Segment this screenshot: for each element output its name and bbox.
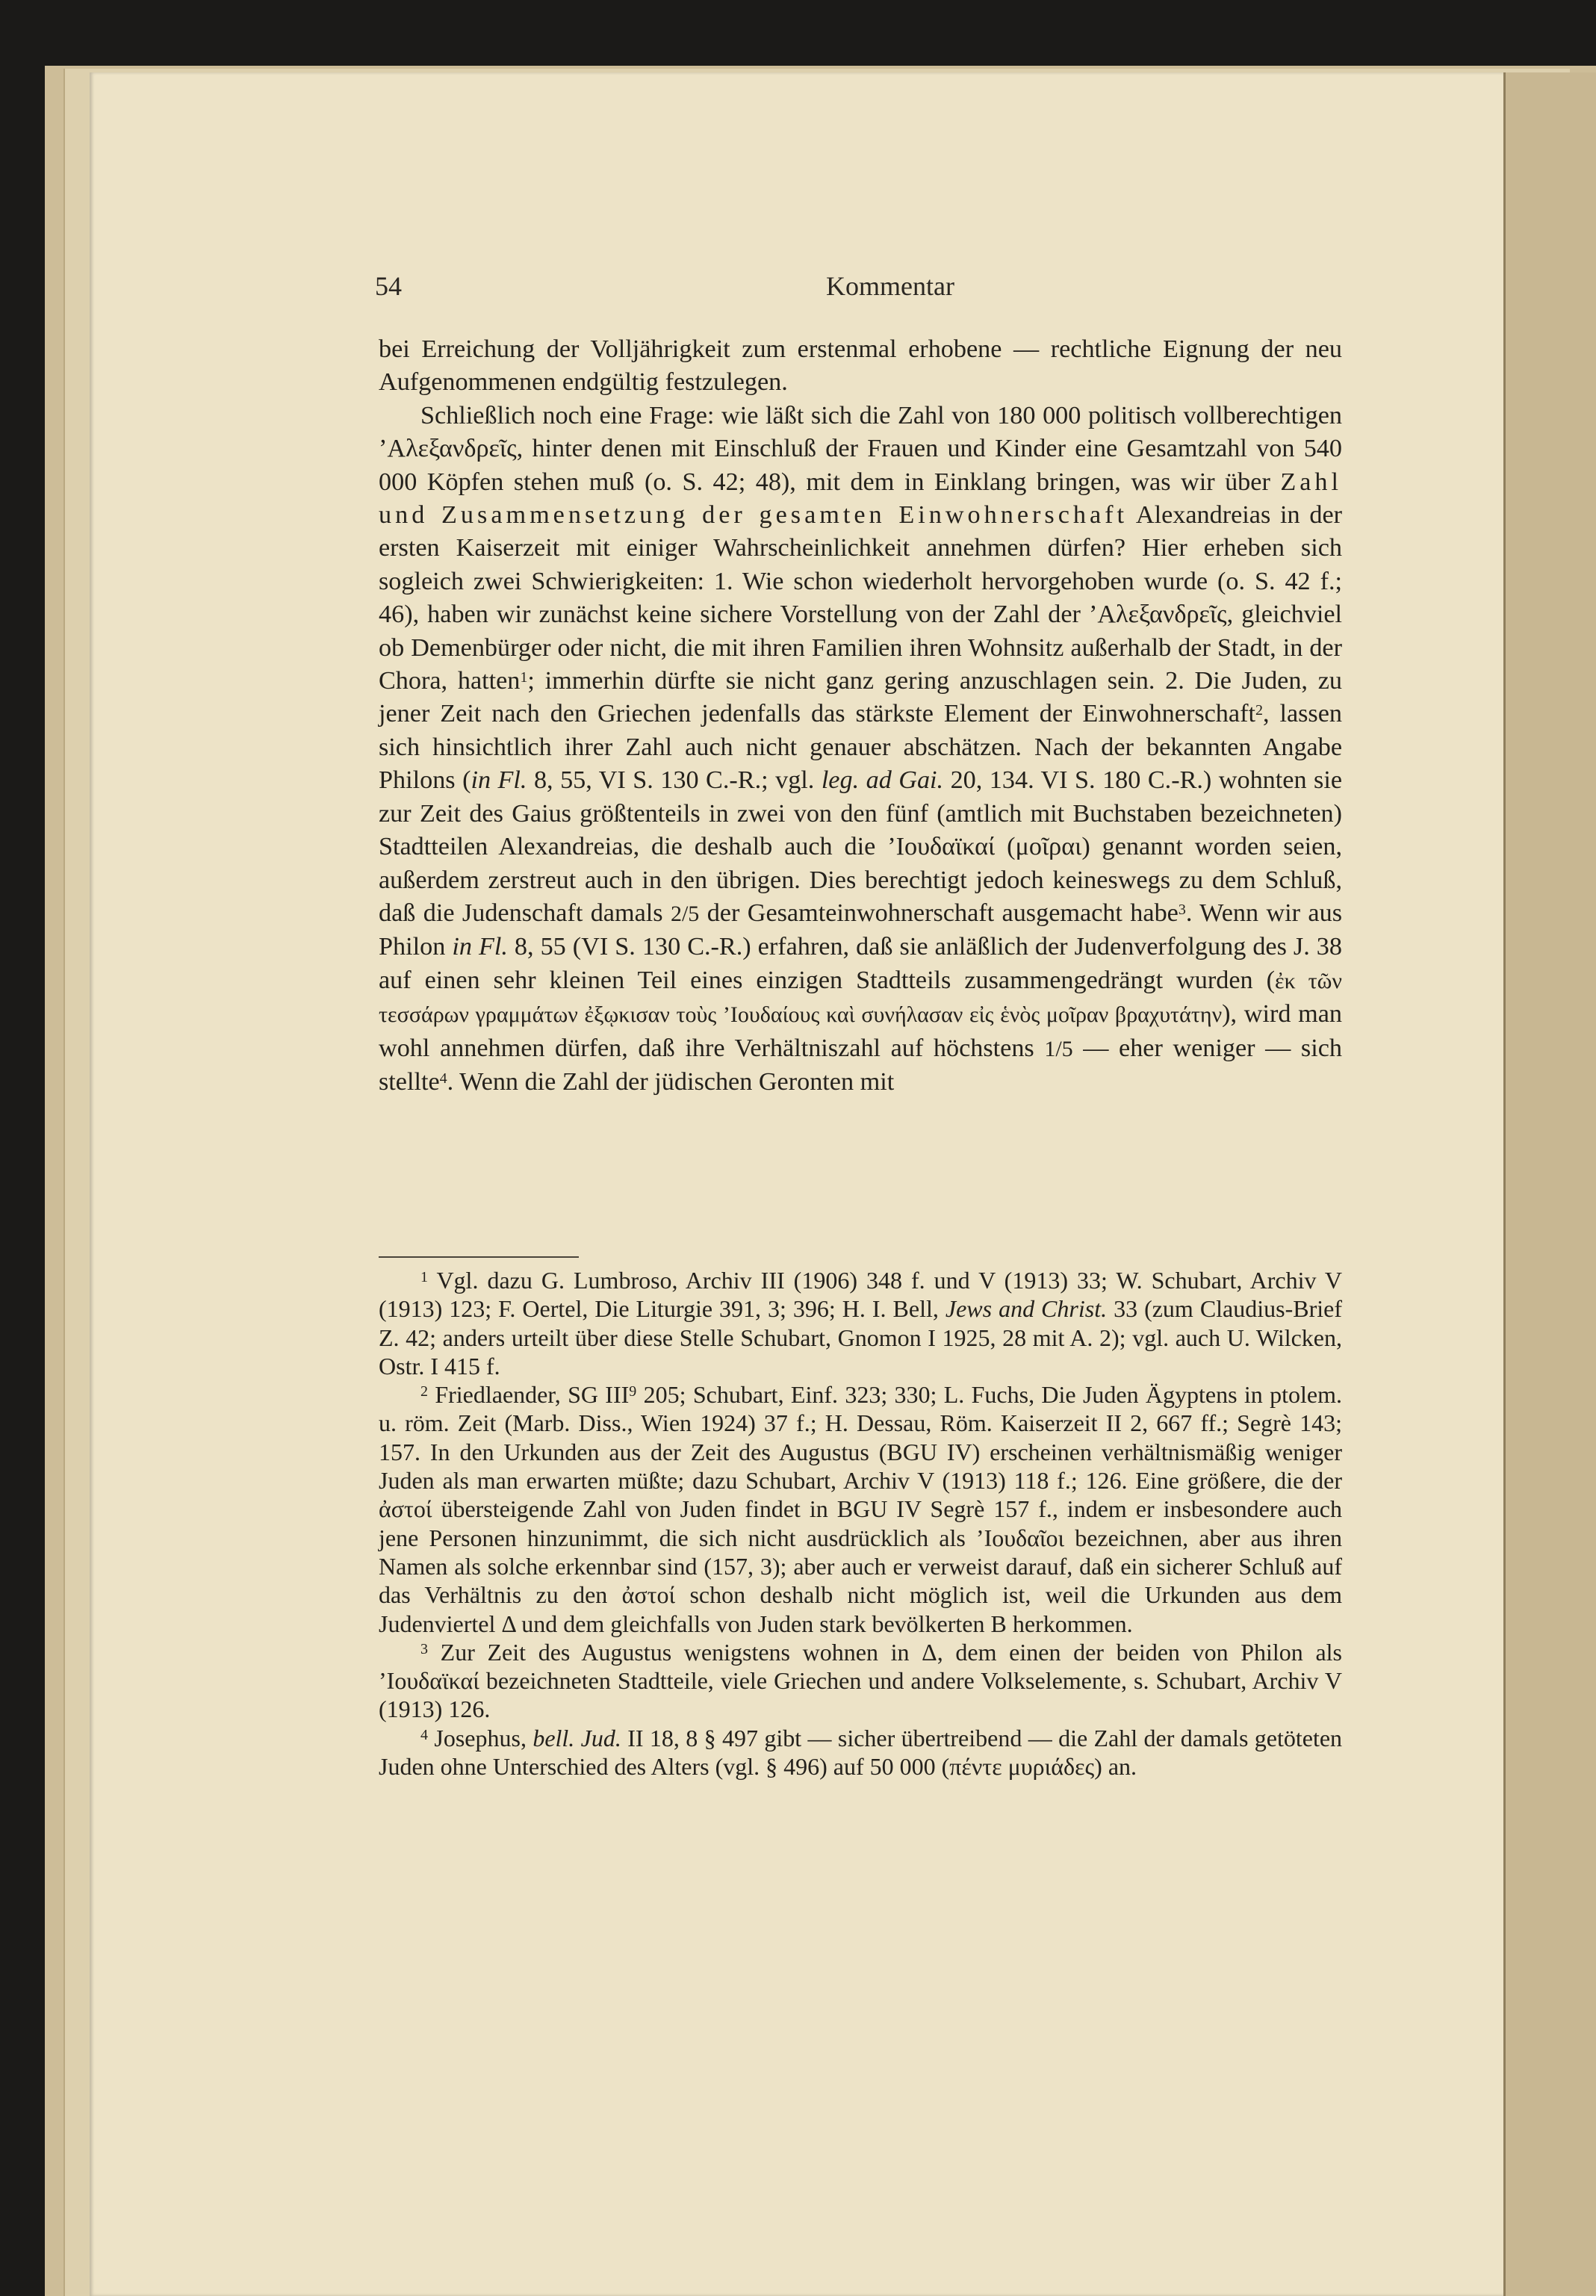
paragraph: bei Erreichung der Volljährigkeit zum erstenmal erhobene — rechtliche Eignung der neu Aufgenommenen endgültig festzulegen. <box>379 335 1342 397</box>
footnote-divider <box>379 1256 579 1258</box>
text-run: 205; Schubart, Einf. 323; 330; L. Fuchs, Die Juden Ägyptens in ptolem. u. röm. Zeit (Marb. Diss., Wien 1924) 37 f.; H. Dessau, Röm. Kaiserzeit II 2, 667 ff.; Segrè 143; 157. In den Urkunden aus der Zeit des Augustus (BGU IV) erscheinen verhältnismäßig weniger Juden als man erwarten müßte; dazu Schubart, Archiv V (1913) 118 f.; 126. Eine größere, die der ἀστοί übersteigende Zahl von Juden findet in BGU IV Segrè 157 f., indem er insbesondere auch jene Personen hinzunimmt, die sich nicht ausdrücklich als ’Ιουδαῖοι bezeichnen, aber aus ihren Namen als solche erkennbar sind (157, 3); aber auch er verweist darauf, daß ein sicherer Schluß auf das Verhältnis zu den ἀστοί schon deshalb nicht möglich ist, weil die Urkunden aus dem Judenviertel Δ und dem gleichfalls von Juden stark bevölkerten B herkommen. <box>379 1381 1343 1637</box>
footnote-number: 2 <box>420 1383 428 1400</box>
text-run: Friedlaender, SG III <box>435 1381 630 1409</box>
page-number: 54 <box>375 271 402 301</box>
footnote-4 <box>379 1724 1342 1781</box>
citation-italic: leg. ad Gai. <box>821 766 944 795</box>
text-run: 8, 55 (VI S. 130 C.-R.) erfahren, daß sie anläßlich der Judenverfolgung des J. 38 auf einen sehr kleinen Teil eines einzigen Stadtteils zusammengedrängt wurden ( <box>379 933 1342 994</box>
text-run: 8, 55, VI S. 130 C.-R.; vgl. <box>527 766 822 795</box>
text-run: Zur Zeit des Augustus wenigstens wohnen in Δ, dem einen der beiden von Philon als ’Ιουδαϊκαί bezeichneten Stadtteile, viele Griechen und andere Volkselemente, s. Schubart, Archiv V (1913) 126. <box>379 1638 1343 1723</box>
main-text <box>379 333 1342 1099</box>
citation-italic: Jews and Christ. <box>945 1295 1108 1323</box>
citation-italic: bell. Jud. <box>532 1724 621 1752</box>
text-run: Schließlich noch eine Frage: wie läßt sich die Zahl von 180 000 politisch vollberechtigen ’Αλεξανδρεῖς, hinter denen mit Einschluß der Frauen und Kinder eine Gesamtzahl von 540 000 Köpfen stehen muß (o. S. 42; 48), mit dem in Einklang bringen, was wir über <box>379 401 1342 496</box>
footnote-3 <box>379 1638 1342 1724</box>
text-run: 33 (zum Claudius-Brief Z. 42; anders urteilt über diese Stelle Schubart, Gnomon I 1925, 28 mit A. 2); vgl. auch U. Wilcken, Ostr. I 415 f. <box>379 1295 1343 1380</box>
footnote-mark: 1 <box>520 669 528 686</box>
edition-superscript: 9 <box>629 1383 637 1400</box>
running-head <box>375 270 1406 308</box>
greek-quotation: ἐκ τῶν τεσσάρων γραμμάτων ἐξῳκισαν τοὺς ’Ιουδαίους καὶ συνήλασαν εἰς ἑνὸς μοῖραν βραχυτάτην <box>379 968 1342 1028</box>
page-header-title: Kommentar <box>826 271 954 301</box>
text-run: 20, 134. VI S. 180 C.-R.) wohnten sie zur Zeit des Gaius größtenteils in zwei von den fünf (amtlich mit Buchstaben bezeichneten) Stadtteilen Alexandreias, die deshalb auch die ’Ιουδαϊκαί (μοῖραι) genannt worden seien, außerdem zerstreut auch in den übrigen. Dies berechtigt jedoch keineswegs zu dem Schluß, daß die Judenschaft damals <box>379 766 1342 927</box>
text-run: , lassen sich hinsichtlich ihrer Zahl auch nicht genauer abschätzen. Nach der bekannten Angabe Philons ( <box>379 700 1342 795</box>
footnote-number: 1 <box>420 1269 428 1285</box>
paragraph <box>379 400 1342 1099</box>
fraction: 2/5 <box>670 901 700 926</box>
fraction: 1/5 <box>1044 1036 1073 1061</box>
citation-italic: in Fl. <box>452 933 508 961</box>
text-run: — eher weniger — sich stellte <box>379 1034 1342 1096</box>
footnotes <box>379 1266 1342 1781</box>
footnote-mark: 2 <box>1255 702 1263 719</box>
text-run: II 18, 8 § 497 gibt — sicher übertreibend — die Zahl der damals getöteten Juden ohne Unterschied des Alters (vgl. § 496) auf 50 000 (πέντε μυριάδες) an. <box>379 1724 1343 1781</box>
citation-italic: in Fl. <box>471 766 527 795</box>
footnote-1 <box>379 1266 1342 1380</box>
text-run: . Wenn wir aus Philon <box>379 899 1343 961</box>
footnote-2 <box>379 1380 1342 1638</box>
text-run: Vgl. dazu G. Lumbroso, Archiv III (1906) 348 f. und V (1913) 33; W. Schubart, Archiv V (1913) 123; F. Oertel, Die Liturgie 391, 3; 396; H. I. Bell, <box>379 1267 1342 1323</box>
spaced-emphasis: Zahl und Zusammensetzung der gesamten Einwohnerschaft <box>379 468 1342 530</box>
text-run: ), wird man wohl annehmen dürfen, daß ihre Verhältniszahl auf höchstens <box>379 1000 1342 1062</box>
text-run: ; immerhin dürfte sie nicht ganz gering anzuschlagen sein. 2. Die Juden, zu jener Zeit nach den Griechen jedenfalls das stärkste Element der Einwohnerschaft <box>379 667 1342 728</box>
text-run: der Gesamteinwohnerschaft ausgemacht habe <box>699 899 1179 927</box>
adjacent-page-edge <box>1503 72 1596 2296</box>
footnote-mark: 4 <box>439 1070 447 1087</box>
footnote-mark: 3 <box>1178 901 1186 918</box>
text-run: Alexandreias in der ersten Kaiserzeit mit einiger Wahrscheinlichkeit annehmen dürfen? Hier erheben sich sogleich zwei Schwierigkeiten: 1. Wie schon wiederholt hervorgehoben wurde (o. S. 42 f.; 46), haben wir zunächst keine sichere Vorstellung von der Zahl der ’Αλεξανδρεῖς, gleichviel ob Demenbürger oder nicht, die mit ihren Familien ihren Wohnsitz außerhalb der Stadt, in der Chora, hatten <box>379 501 1342 695</box>
footnote-number: 4 <box>420 1726 428 1743</box>
footnote-number: 3 <box>420 1640 428 1657</box>
text-run: Josephus, <box>434 1724 533 1752</box>
text-run: . Wenn die Zahl der jüdischen Geronten mit <box>447 1067 895 1096</box>
